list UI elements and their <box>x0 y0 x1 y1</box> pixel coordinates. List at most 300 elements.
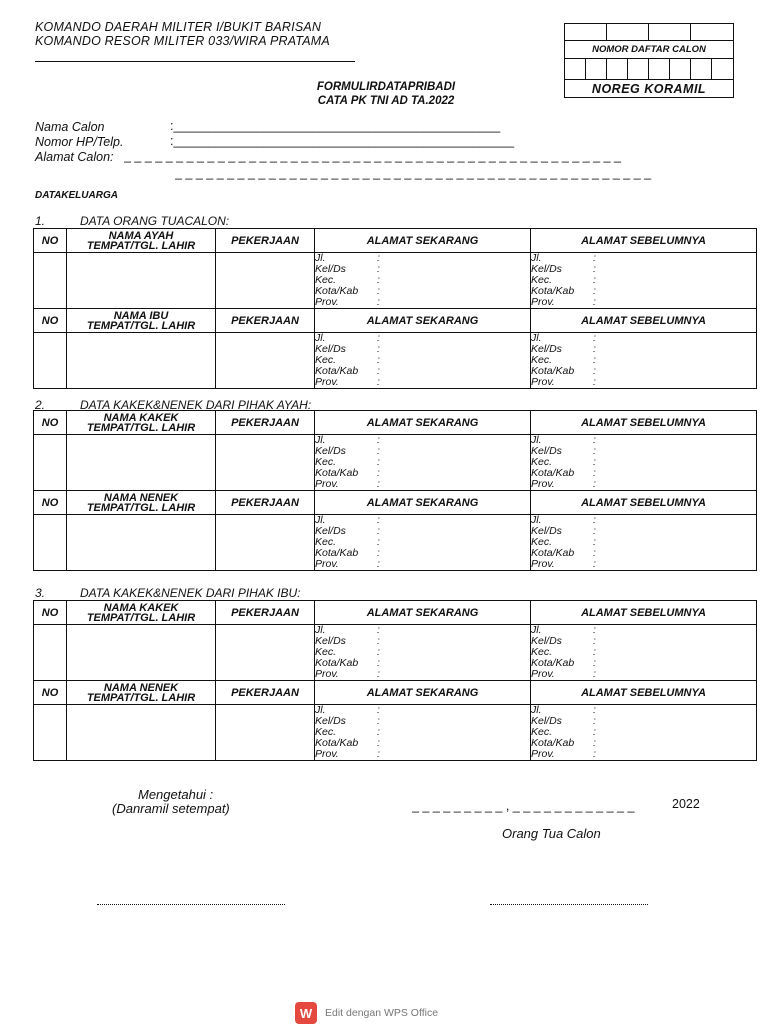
address-line <box>315 669 530 680</box>
col-no-header-text: NO <box>41 606 59 619</box>
address-line <box>531 297 756 308</box>
alamat-sekarang-cell[interactable] <box>315 705 531 761</box>
col-name-header-subtext: TEMPAT/TGL. LAHIR <box>86 611 196 624</box>
address-colon: : <box>377 737 380 749</box>
address-line <box>315 515 530 526</box>
address-colon: : <box>377 274 380 286</box>
date-field[interactable]: _ _ _ _ _ _ _ _ _ , _ _ _ _ _ _ _ _ _ _ _ _ <box>412 799 635 813</box>
address-field-label: Kec. <box>315 726 337 738</box>
col-name-header <box>67 411 216 435</box>
address-line <box>315 716 530 727</box>
address-field-label: Jl. <box>315 332 326 344</box>
header-line-2: KOMANDO RESOR MILITER 033/WIRA PRATAMA <box>35 34 330 48</box>
address-colon: : <box>377 525 380 537</box>
address-field-label: Jl. <box>315 434 326 446</box>
col-name-header-subtext: TEMPAT/TGL. LAHIR <box>86 319 196 332</box>
col-no-header-text: NO <box>41 314 59 327</box>
address-colon: : <box>593 263 596 275</box>
address-line <box>531 286 756 297</box>
col-name-header-text: NAMA KAKEK <box>103 601 179 614</box>
address-colon: : <box>377 285 380 297</box>
header-line-1: KOMANDO DAERAH MILITER I/BUKIT BARISAN <box>35 20 322 34</box>
address-field-label: Kec. <box>531 274 553 286</box>
family-table-3 <box>33 600 757 761</box>
name-cell[interactable] <box>67 515 216 571</box>
address-colon: : <box>593 332 596 344</box>
address-colon: : <box>593 737 596 749</box>
address-colon: : <box>377 726 380 738</box>
header-rule <box>35 61 355 62</box>
name-cell[interactable] <box>67 625 216 681</box>
alamat-calon-field[interactable]: _ _ _ _ _ _ _ _ _ _ _ _ _ _ _ _ _ _ _ _ _ _ _ _ _ _ _ _ _ _ _ _ _ _ _ _ _ _ _ _ _ _ _ _ _ _ _ _ <box>124 149 621 163</box>
address-field-label: Kec. <box>315 646 337 658</box>
wps-logo-icon: W <box>295 1002 317 1024</box>
col-no-header <box>34 601 67 625</box>
col-pekerjaan-header-text: PEKERJAAN <box>231 686 299 699</box>
address-field-label: Kota/Kab <box>531 285 575 297</box>
pekerjaan-cell[interactable] <box>216 705 315 761</box>
col-pekerjaan-header <box>216 681 315 705</box>
orang-tua-label: Orang Tua Calon <box>502 826 601 841</box>
col-pekerjaan-header-text: PEKERJAAN <box>231 496 299 509</box>
col-no-header <box>34 411 67 435</box>
table-row <box>34 253 757 309</box>
col-alamat-sebelumnya-header <box>531 229 757 253</box>
table-row <box>34 515 757 571</box>
address-colon: : <box>377 445 380 457</box>
address-colon: : <box>593 354 596 366</box>
col-alamat-sekarang-header <box>315 491 531 515</box>
address-line <box>315 468 530 479</box>
address-colon: : <box>593 748 596 760</box>
address-line <box>315 636 530 647</box>
address-field-label: Kel/Ds <box>531 525 562 537</box>
col-name-header-subtext: TEMPAT/TGL. LAHIR <box>86 691 196 704</box>
alamat-sebelumnya-cell[interactable] <box>531 253 757 309</box>
address-field-label: Jl. <box>531 332 542 344</box>
address-colon: : <box>593 285 596 297</box>
address-colon: : <box>593 296 596 308</box>
address-line <box>315 333 530 344</box>
address-field-label: Kec. <box>315 354 337 366</box>
alamat-sebelumnya-cell[interactable] <box>531 625 757 681</box>
table-row <box>34 333 757 389</box>
nomor-digit-cells <box>565 59 733 80</box>
noreg-koramil-label: NOREG KORAMIL <box>591 82 707 96</box>
address-field-label: Kel/Ds <box>315 525 346 537</box>
address-line <box>531 738 756 749</box>
address-colon: : <box>593 274 596 286</box>
family-table-1 <box>33 228 757 389</box>
address-field-label: Kel/Ds <box>531 263 562 275</box>
address-field-label: Jl. <box>315 252 326 264</box>
address-field-label: Kec. <box>531 536 553 548</box>
col-alamat-sebelumnya-header-text: ALAMAT SEBELUMNYA <box>581 686 706 699</box>
alamat-sekarang-cell[interactable] <box>315 253 531 309</box>
address-field-label: Prov. <box>315 748 339 760</box>
address-field-label: Kota/Kab <box>531 547 575 559</box>
col-alamat-sebelumnya-header-text: ALAMAT SEBELUMNYA <box>581 416 706 429</box>
address-field-label: Kel/Ds <box>315 715 346 727</box>
section-1-num: 1. <box>35 214 46 228</box>
alamat-calon-label: Alamat Calon: <box>35 150 114 164</box>
address-colon: : <box>593 376 596 388</box>
no-cell[interactable] <box>34 253 67 309</box>
alamat-sebelumnya-cell[interactable] <box>531 515 757 571</box>
no-cell[interactable] <box>34 515 67 571</box>
col-alamat-sebelumnya-header <box>531 411 757 435</box>
address-colon: : <box>377 536 380 548</box>
address-colon: : <box>593 558 596 570</box>
col-alamat-sebelumnya-header-text: ALAMAT SEBELUMNYA <box>581 606 706 619</box>
name-cell[interactable] <box>67 253 216 309</box>
address-colon: : <box>593 715 596 727</box>
address-colon: : <box>593 726 596 738</box>
name-cell[interactable] <box>67 435 216 491</box>
col-no-header-text: NO <box>41 416 59 429</box>
pekerjaan-cell[interactable] <box>216 625 315 681</box>
address-field-label: Kel/Ds <box>531 343 562 355</box>
address-field-label: Kota/Kab <box>315 467 359 479</box>
address-line <box>315 479 530 490</box>
col-name-header-subtext: TEMPAT/TGL. LAHIR <box>86 501 196 514</box>
address-colon: : <box>593 445 596 457</box>
col-pekerjaan-header-text: PEKERJAAN <box>231 234 299 247</box>
address-colon: : <box>377 657 380 669</box>
no-cell[interactable] <box>34 705 67 761</box>
pekerjaan-cell[interactable] <box>216 435 315 491</box>
address-colon: : <box>593 365 596 377</box>
address-line <box>315 559 530 570</box>
address-colon: : <box>593 525 596 537</box>
address-line <box>531 264 756 275</box>
address-line <box>315 366 530 377</box>
address-field-label: Kec. <box>531 646 553 658</box>
address-field-label: Kel/Ds <box>315 263 346 275</box>
col-pekerjaan-header <box>216 491 315 515</box>
mengetahui-label: Mengetahui : <box>138 787 214 802</box>
col-no-header <box>34 681 67 705</box>
col-name-header <box>67 229 216 253</box>
address-line <box>315 446 530 457</box>
col-alamat-sekarang-header-text: ALAMAT SEKARANG <box>366 606 479 619</box>
col-no-header-text: NO <box>41 686 59 699</box>
address-line <box>531 515 756 526</box>
nomor-hp-label: Nomor HP/Telp. <box>35 135 124 149</box>
address-line <box>531 749 756 760</box>
col-alamat-sekarang-header <box>315 681 531 705</box>
address-line <box>531 446 756 457</box>
address-colon: : <box>377 558 380 570</box>
address-field-label: Kota/Kab <box>315 285 359 297</box>
address-line <box>531 669 756 680</box>
address-field-label: Kota/Kab <box>315 737 359 749</box>
col-pekerjaan-header-text: PEKERJAAN <box>231 606 299 619</box>
address-line <box>315 738 530 749</box>
address-field-label: Kel/Ds <box>315 445 346 457</box>
address-field-label: Kota/Kab <box>531 467 575 479</box>
section-3-title: DATA KAKEK&NENEK DARI PIHAK IBU: <box>80 586 301 600</box>
address-colon: : <box>593 467 596 479</box>
address-field-label: Prov. <box>531 296 555 308</box>
col-no-header-text: NO <box>41 234 59 247</box>
col-no-header <box>34 491 67 515</box>
table-row <box>34 435 757 491</box>
address-line <box>531 716 756 727</box>
alamat-sebelumnya-cell[interactable] <box>531 435 757 491</box>
address-field-label: Kota/Kab <box>315 365 359 377</box>
form-subtitle: CATA PK TNI AD TA.2022 <box>317 95 455 107</box>
address-field-label: Kel/Ds <box>531 715 562 727</box>
address-line <box>531 333 756 344</box>
col-name-header <box>67 491 216 515</box>
address-line <box>531 253 756 264</box>
col-no-header <box>34 229 67 253</box>
col-pekerjaan-header <box>216 601 315 625</box>
alamat-sekarang-cell[interactable] <box>315 333 531 389</box>
address-colon: : <box>593 456 596 468</box>
col-name-header-text: NAMA NENEK <box>103 681 179 694</box>
address-line <box>315 286 530 297</box>
col-name-header-subtext: TEMPAT/TGL. LAHIR <box>86 421 196 434</box>
col-name-header <box>67 601 216 625</box>
name-cell[interactable] <box>67 333 216 389</box>
year-label: 2022 <box>672 797 700 811</box>
address-field-label: Kec. <box>531 354 553 366</box>
pekerjaan-cell[interactable] <box>216 333 315 389</box>
table-header-row <box>34 229 757 253</box>
orang-tua-signature-line[interactable] <box>490 904 648 905</box>
address-colon: : <box>377 478 380 490</box>
address-line <box>315 548 530 559</box>
address-line <box>531 435 756 446</box>
alamat-sebelumnya-cell[interactable] <box>531 333 757 389</box>
col-pekerjaan-header-text: PEKERJAAN <box>231 314 299 327</box>
address-colon: : <box>377 624 380 636</box>
col-alamat-sekarang-header <box>315 229 531 253</box>
table-header-row <box>34 601 757 625</box>
col-alamat-sekarang-header <box>315 309 531 333</box>
address-colon: : <box>593 635 596 647</box>
address-colon: : <box>377 376 380 388</box>
address-line <box>315 297 530 308</box>
table-header-row <box>34 491 757 515</box>
address-colon: : <box>377 646 380 658</box>
table-header-row <box>34 309 757 333</box>
address-field-label: Prov. <box>315 558 339 570</box>
address-colon: : <box>593 624 596 636</box>
address-line <box>531 658 756 669</box>
col-name-header <box>67 681 216 705</box>
col-alamat-sebelumnya-header-text: ALAMAT SEBELUMNYA <box>581 234 706 247</box>
address-line <box>531 468 756 479</box>
address-line <box>531 548 756 559</box>
nomor-daftar-box <box>564 23 734 98</box>
col-alamat-sekarang-header-text: ALAMAT SEKARANG <box>366 234 479 247</box>
col-name-header <box>67 309 216 333</box>
no-cell[interactable] <box>34 333 67 389</box>
address-field-label: Kel/Ds <box>315 635 346 647</box>
address-colon: : <box>593 343 596 355</box>
address-field-label: Kec. <box>531 456 553 468</box>
name-cell[interactable] <box>67 705 216 761</box>
address-colon: : <box>377 467 380 479</box>
address-field-label: Kec. <box>315 456 337 468</box>
col-no-header <box>34 309 67 333</box>
alamat-sekarang-cell[interactable] <box>315 435 531 491</box>
col-alamat-sekarang-header-text: ALAMAT SEKARANG <box>366 686 479 699</box>
address-colon: : <box>593 478 596 490</box>
address-line <box>315 253 530 264</box>
address-line <box>315 264 530 275</box>
address-field-label: Prov. <box>315 376 339 388</box>
address-colon: : <box>377 456 380 468</box>
address-field-label: Prov. <box>531 748 555 760</box>
address-colon: : <box>593 536 596 548</box>
address-line <box>315 344 530 355</box>
address-field-label: Jl. <box>531 704 542 716</box>
address-line <box>531 377 756 388</box>
address-colon: : <box>377 704 380 716</box>
address-colon: : <box>593 252 596 264</box>
col-pekerjaan-header <box>216 411 315 435</box>
pekerjaan-cell[interactable] <box>216 253 315 309</box>
col-alamat-sekarang-header <box>315 601 531 625</box>
alamat-sebelumnya-cell[interactable] <box>531 705 757 761</box>
alamat-sekarang-cell[interactable] <box>315 625 531 681</box>
address-field-label: Kel/Ds <box>531 445 562 457</box>
no-cell[interactable] <box>34 435 67 491</box>
address-field-label: Prov. <box>531 478 555 490</box>
nomor-hp-field[interactable]: :_________________________________________________ <box>170 134 515 148</box>
section-heading: DATAKELUARGA <box>35 190 118 201</box>
nama-calon-field[interactable]: :_______________________________________________ <box>170 119 501 133</box>
address-line <box>315 377 530 388</box>
address-field-label: Prov. <box>531 376 555 388</box>
address-line <box>315 625 530 636</box>
address-colon: : <box>593 514 596 526</box>
family-table-2 <box>33 410 757 571</box>
table-row <box>34 625 757 681</box>
col-pekerjaan-header <box>216 229 315 253</box>
address-field-label: Kota/Kab <box>531 365 575 377</box>
address-colon: : <box>377 715 380 727</box>
address-colon: : <box>593 668 596 680</box>
nama-calon-label: Nama Calon <box>35 120 105 134</box>
address-colon: : <box>377 434 380 446</box>
col-alamat-sekarang-header-text: ALAMAT SEKARANG <box>366 416 479 429</box>
address-colon: : <box>593 646 596 658</box>
address-field-label: Kel/Ds <box>531 635 562 647</box>
address-colon: : <box>377 263 380 275</box>
address-colon: : <box>377 343 380 355</box>
section-3-num: 3. <box>35 586 46 600</box>
col-alamat-sekarang-header <box>315 411 531 435</box>
address-field-label: Kec. <box>315 536 337 548</box>
nomor-top-cells <box>565 24 733 41</box>
col-alamat-sekarang-header-text: ALAMAT SEKARANG <box>366 314 479 327</box>
address-field-label: Jl. <box>315 624 326 636</box>
address-colon: : <box>377 635 380 647</box>
address-field-label: Jl. <box>531 514 542 526</box>
address-colon: : <box>593 547 596 559</box>
alamat-calon-field-2[interactable]: _ _ _ _ _ _ _ _ _ _ _ _ _ _ _ _ _ _ _ _ _ _ _ _ _ _ _ _ _ _ _ _ _ _ _ _ _ _ _ _ _ _ _ _ _ _ <box>175 166 652 180</box>
address-colon: : <box>377 668 380 680</box>
col-alamat-sebelumnya-header-text: ALAMAT SEBELUMNYA <box>581 314 706 327</box>
col-name-header-text: NAMA KAKEK <box>103 411 179 424</box>
col-pekerjaan-header-text: PEKERJAAN <box>231 416 299 429</box>
wps-watermark[interactable] <box>295 1002 438 1024</box>
address-field-label: Prov. <box>531 558 555 570</box>
address-colon: : <box>377 514 380 526</box>
address-line <box>315 435 530 446</box>
section-1-title: DATA ORANG TUACALON: <box>80 214 230 228</box>
address-line <box>531 705 756 716</box>
form-title: FORMULIRDATAPRIBADI <box>316 81 456 93</box>
address-field-label: Jl. <box>315 514 326 526</box>
address-field-label: Prov. <box>315 668 339 680</box>
address-line <box>531 366 756 377</box>
address-field-label: Jl. <box>531 624 542 636</box>
address-field-label: Kel/Ds <box>315 343 346 355</box>
col-alamat-sebelumnya-header <box>531 681 757 705</box>
address-colon: : <box>377 365 380 377</box>
address-colon: : <box>377 748 380 760</box>
address-field-label: Jl. <box>315 704 326 716</box>
section-2-num: 2. <box>35 398 46 412</box>
section-2-title: DATA KAKEK&NENEK DARI PIHAK AYAH: <box>80 398 312 412</box>
danramil-signature-line[interactable] <box>97 904 285 905</box>
address-line <box>531 344 756 355</box>
address-line <box>531 625 756 636</box>
danramil-label: (Danramil setempat) <box>112 801 230 816</box>
address-field-label: Jl. <box>531 252 542 264</box>
table-header-row <box>34 411 757 435</box>
address-colon: : <box>593 704 596 716</box>
address-line <box>531 559 756 570</box>
table-row <box>34 705 757 761</box>
address-field-label: Prov. <box>315 478 339 490</box>
col-name-header-subtext: TEMPAT/TGL. LAHIR <box>86 239 196 252</box>
address-line <box>531 636 756 647</box>
address-field-label: Kota/Kab <box>315 657 359 669</box>
address-colon: : <box>593 434 596 446</box>
col-alamat-sebelumnya-header <box>531 309 757 333</box>
address-line <box>315 705 530 716</box>
alamat-sekarang-cell[interactable] <box>315 515 531 571</box>
col-alamat-sekarang-header-text: ALAMAT SEKARANG <box>366 496 479 509</box>
address-colon: : <box>377 332 380 344</box>
address-field-label: Jl. <box>531 434 542 446</box>
address-line <box>531 526 756 537</box>
address-colon: : <box>377 296 380 308</box>
col-alamat-sebelumnya-header-text: ALAMAT SEBELUMNYA <box>581 496 706 509</box>
address-field-label: Kota/Kab <box>531 737 575 749</box>
col-name-header-text: NAMA IBU <box>113 309 169 322</box>
no-cell[interactable] <box>34 625 67 681</box>
col-name-header-text: NAMA AYAH <box>108 229 174 242</box>
address-line <box>315 749 530 760</box>
address-field-label: Kec. <box>315 274 337 286</box>
address-line <box>315 658 530 669</box>
pekerjaan-cell[interactable] <box>216 515 315 571</box>
table-header-row <box>34 681 757 705</box>
address-field-label: Prov. <box>315 296 339 308</box>
address-field-label: Kec. <box>531 726 553 738</box>
col-name-header-text: NAMA NENEK <box>103 491 179 504</box>
address-field-label: Kota/Kab <box>531 657 575 669</box>
wps-watermark-text: Edit dengan WPS Office <box>325 1007 439 1019</box>
